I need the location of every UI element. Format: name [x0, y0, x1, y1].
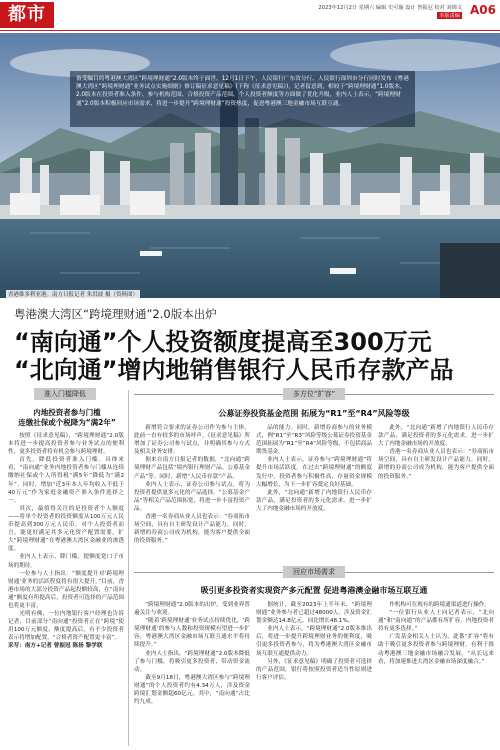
masthead-rule [0, 30, 500, 31]
middle-paragraph: 业内人士表示，证券公司参与试点，将为投资者提供更多元化的产品选择。“公募基金产品”等相关产品范围拓宽，将进一步丰富投资产品。 [134, 481, 250, 512]
middle-article-col3 [378, 424, 494, 562]
bottom-paragraph: “跨境理财通”2.0版本的出炉，受到业界普遍关注与欢迎。 [134, 602, 250, 617]
headline-kicker: 粤港澳大湾区“跨境理财通”2.0版本出炉 [14, 307, 217, 321]
masthead-editor-tag: 本版责编 [439, 13, 460, 19]
bottom-paragraph: “随着‘跨境理财通’业务试点持续优化，‘跨境理财通’的参与人数和投资规模有望进一步扩容，粤港澳大湾区金融市场互联互通水平将持续提升。” [134, 618, 250, 649]
left-paragraph: 其次，最值得关注的是投资者个人额度——将单个投资者的投资额度从100万元人民币提高到300万元人民币。对个人投资者而言，能更好满足其多元化资产配置需要，扩大“跨境理财通”在粤港澳大湾区金融业的渗透度。 [8, 505, 124, 553]
left-paragraph: 按照《征求意见稿》，“跨境理财通”2.0版本将进一步提高投资者参与业务试点的便利性，更多投资者将有机会参与跨境理财。 [8, 433, 124, 456]
middle-paragraph: 此外，“北向通”新增了内地银行人民币存款产品，满足投资者的多元化需求，进一步扩大了内地金融市场的开放度。 [256, 489, 372, 512]
bottom-article-col1 [134, 601, 250, 747]
middle-section-header [134, 388, 494, 400]
main-headline-line1: “南向通”个人投资额度提高至300万元 [14, 328, 432, 356]
middle-paragraph: 新增符合要求的证券公司作为参与主体。此前一直有较多的市场呼声。《征求意见稿》所增加了证券公司参与试点，并明确其参与方式及相关业务安排。 [134, 425, 250, 456]
bottom-paragraph: 业内人士表示，“跨境理财通”2.0版本推出后，将进一步提升跨境理财业务的便利度，吸引更多投资者参与，将为粤港澳大湾区金融市场互联互通提供动力。 [256, 626, 372, 657]
main-headline-line2: “北向通”增内地销售银行人民币存款产品 [14, 356, 454, 384]
left-paragraph: 首先，降低投资者准入门槛。具体来看，“南向通”业务内地投资者参与门槛从连续缴纳社保或个人所得税“满5年”降低为“满2年”。同时，增加“近3年本人年均收入不低于40万元”作为家庭金融资产准入条件选择之一。 [8, 457, 124, 504]
bottom-article-col2 [256, 601, 372, 747]
middle-paragraph: 此外，“北向通”新增了内地银行人民币存款产品，满足投资者的多元化需求，进一步扩大了内地金融市场的开放度。 [378, 425, 494, 448]
left-subhead-line1: 内地投资者参与门槛 [33, 408, 101, 417]
byline: 采写：南方+记者 曾振冠 陈扬 黎学联 [8, 643, 103, 650]
middle-paragraph: 据来自南方日报记者的数据，“北向通”跨境理财产品包括“境内银行理财产品、公募基金产品”等。同时，新增“人民币存款”产品。 [134, 457, 250, 480]
middle-paragraph: 业内人士表示，证券参与“跨境理财通”将提升市场活跃度。在过去“跨境理财通”的额度发行中，投资者参与积极性高，存量资金规模大幅增长，为下一步扩容奠定良好基础。 [256, 457, 372, 488]
middle-paragraph: 香港一名券商从业人员也表示：“券商拓市场空间，具有自主研发设计产品能力，同时，新增的券商公司成为机构，能为客户提供全面的投资服务。” [378, 449, 494, 480]
bottom-section-header-label: 回应市场需求 [283, 566, 345, 578]
masthead-meta: 2023年12月2日 星期六 编辑 史可璇 设计 曾振冠 校对 刘锦文 [318, 5, 462, 11]
hero-photo [0, 33, 500, 298]
bottom-subhead: 吸引更多投资者实现资产多元配置 促进粤港澳金融市场互联互通 [200, 586, 428, 595]
bottom-paragraph: “一位银行从业人士向记者表示，“北向通”和“南向通”的产品都有所扩容，内地投资者将有更多选择。” [378, 610, 494, 633]
left-paragraph: 光明有佛，一位内地银行客户经理也告诉记者，目前部分“南向通”投资者正在“跨境”使用100万元额度。额度提高后，有不少投资者表示将增加配置，“合格者资产配置更丰富”。 [8, 611, 124, 642]
left-subhead-line2: 连缴社保或个税降为“满2年” [18, 418, 116, 427]
left-section-header-label: 准入门槛降低 [34, 388, 96, 400]
photo-caption: 香港维多利亚港。南方日报记者 朱洪波 摄（资料图） [8, 292, 138, 298]
left-article-body [8, 432, 124, 748]
column-divider [128, 390, 129, 746]
middle-paragraph: 香港一名券商从业人员也表示：“券商拓市场空间，具有自主研发设计产品能力，同时，新增的券商公司成为机构，能为客户提供全面的投资服务。” [134, 514, 250, 545]
bottom-paragraph: 业内人士指出，“跨境理财通”2.0版本降低了参与门槛，将吸引更多投资者，带动资金流动。 [134, 650, 250, 673]
bottom-section-header [134, 566, 494, 578]
masthead [0, 0, 500, 32]
middle-article-col2 [256, 424, 372, 562]
bottom-paragraph: 作机构可在现有的跨境通渠道进行操作。 [389, 602, 490, 608]
bottom-paragraph: 截至9月18日，粤港澳大湾区参与“跨境理财通”的个人投资者约有4.34万人，涉及资金跨境汇划金额超60亿元。其中，“南向通”占比约九成。 [134, 674, 250, 706]
bottom-paragraph: 据统计，截至2023年上半年末，“跨境理财通”业务参与者已超过48000人，涉及资金汇划金额达14.8亿元，同比增长48.1%。 [256, 602, 372, 625]
left-paragraph: 一位参与人士指出：“额度提升对‘跨境理财通’业务的活跃程度将有很大提升。”目前，香港市场的大部分投资产品起投额较高，在“南向通”额度有所提高后，投资者可选择的产品范围也将更丰富。 [8, 570, 124, 609]
bottom-article-col3 [378, 601, 494, 747]
left-paragraph: 业内人士表示，降门槛、提额度宽口子市场的期待。 [8, 554, 124, 569]
page-number: A06 [470, 3, 496, 17]
lead-paragraph: 备受瞩目的粤港澳大湾区“跨境理财通”2.0版本终于面世。12月1日下午，人民银行广东省分行、人民银行深圳市分行同时发布《粤港澳大湾区“跨境理财通”业务试点实施细则》修订稿征求意见稿》(下称《征求意见稿》)，记者留意到，相较于“跨境理财通”1.0版本，2.0版本在投资者准入条件、参与机构范围、合格投资产品范围、个人投资者额度等方面做了优化升级，业内人士表示，“跨境理财通”2.0版本积极回应市场需求，将进一步提升“跨境理财通”投资热度，促进粤港澳三地金融市场互联互通。 [70, 71, 415, 127]
section-tag: 都市 [0, 2, 54, 28]
middle-section-header-label: 多方位“扩容” [283, 388, 345, 400]
left-section-header [6, 388, 124, 400]
middle-paragraph: 品的能力。同时，新增券商参与的业务模式，例“R1”至“R3”风险等级公募证券投资基金范围拓展为“R1”至“R4”风险等级，不包括商品期货基金。 [256, 425, 372, 456]
middle-subhead: 公募证券投资基金范围 拓展为“R1”至“R4”风险等级 [218, 409, 410, 418]
bottom-paragraph: 另外，《征求意见稿》明确了投资者可选择的产品范围，银行将按照投资者适当性原则进行客户评估。 [256, 658, 372, 681]
middle-article-col1 [134, 424, 250, 562]
bottom-paragraph: 广发基金相关人士认为，此番“扩容”将有助于吸引更多投资者参与跨境理财，有利于推动粤港澳三地金融市场融合发展。“从长远来看，将加速推进大湾区金融市场深度融合。” [378, 634, 494, 665]
